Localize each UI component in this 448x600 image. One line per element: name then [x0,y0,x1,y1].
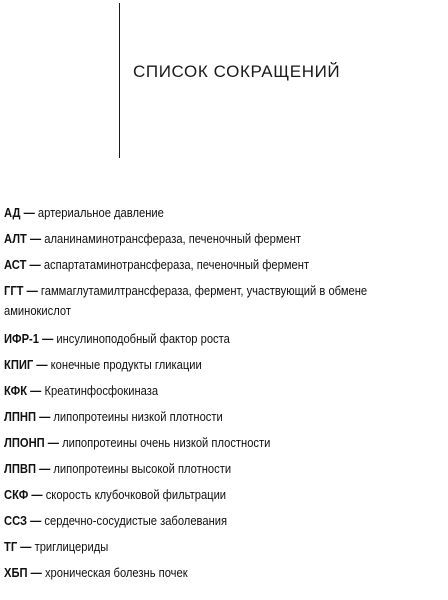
separator-dash: — [30,565,42,580]
page-title: СПИСОК СОКРАЩЕНИЙ [133,62,341,81]
abbreviation-definition: триглицериды [34,539,109,554]
abbreviation-term: ЛПВП [4,461,36,476]
separator-dash: — [39,409,51,424]
abbreviation-term: СКФ [4,487,29,502]
abbreviation-definition: липопротеины очень низкой плостности [62,435,271,450]
abbreviation-term: ХБП [4,565,28,580]
separator-dash: — [30,383,42,398]
abbreviation-term: АД [4,205,21,220]
list-item [4,537,381,563]
list-item [4,563,381,589]
abbreviation-list [4,203,442,589]
abbreviation-term: ЛПОНП [4,435,45,450]
list-item [4,511,381,537]
abbreviation-definition: хроническая болезнь почек [44,565,188,580]
separator-dash: — [20,539,32,554]
abbreviation-term: ССЗ [4,513,28,528]
separator-dash: — [26,283,38,298]
separator-dash: — [42,331,54,346]
separator-dash: — [39,461,51,476]
abbreviation-definition: сердечно-сосудистые заболевания [44,513,228,528]
list-item [4,485,381,511]
abbreviation-definition: инсулиноподобный фактор роста [56,331,230,346]
list-item [4,407,381,433]
separator-dash: — [47,435,59,450]
list-item [4,281,434,329]
abbreviation-term: ЛПНП [4,409,36,424]
abbreviation-term: ТГ [4,539,18,554]
abbreviation-term: АСТ [4,257,27,272]
list-item [4,329,381,355]
abbreviation-definition: конечные продукты гликации [50,357,202,372]
abbreviation-definition: аланинаминотрансфераза, печеночный фермент [44,231,302,246]
list-item [4,459,381,485]
abbreviation-term: КПИГ [4,357,34,372]
decorative-vertical-rule [119,3,120,158]
list-item [4,355,381,381]
separator-dash: — [36,357,48,372]
abbreviation-definition: скорость клубочковой фильтрации [45,487,227,502]
abbreviation-definition: Креатинфосфокиназа [44,383,159,398]
list-item [4,381,381,407]
abbreviation-definition: липопротеины высокой плотности [53,461,232,476]
abbreviation-term: ГГТ [4,283,24,298]
separator-dash: — [30,513,42,528]
list-item [4,203,381,229]
abbreviation-definition: артериальное давление [37,205,164,220]
abbreviation-term: КФК [4,383,28,398]
list-item [4,229,381,255]
separator-dash: — [23,205,35,220]
abbreviation-term: АЛТ [4,231,27,246]
separator-dash: — [30,231,42,246]
list-item [4,255,381,281]
separator-dash: — [31,487,43,502]
list-item [4,433,381,459]
abbreviation-term: ИФР-1 [4,331,39,346]
abbreviation-definition: гаммаглутамилтрансфераза, фермент, участвующий в обмене аминокислот [4,283,368,318]
abbreviation-definition: липопротеины низкой плотности [53,409,223,424]
separator-dash: — [29,257,41,272]
abbreviation-definition: аспартатаминотрансфераза, печеночный фермент [43,257,310,272]
